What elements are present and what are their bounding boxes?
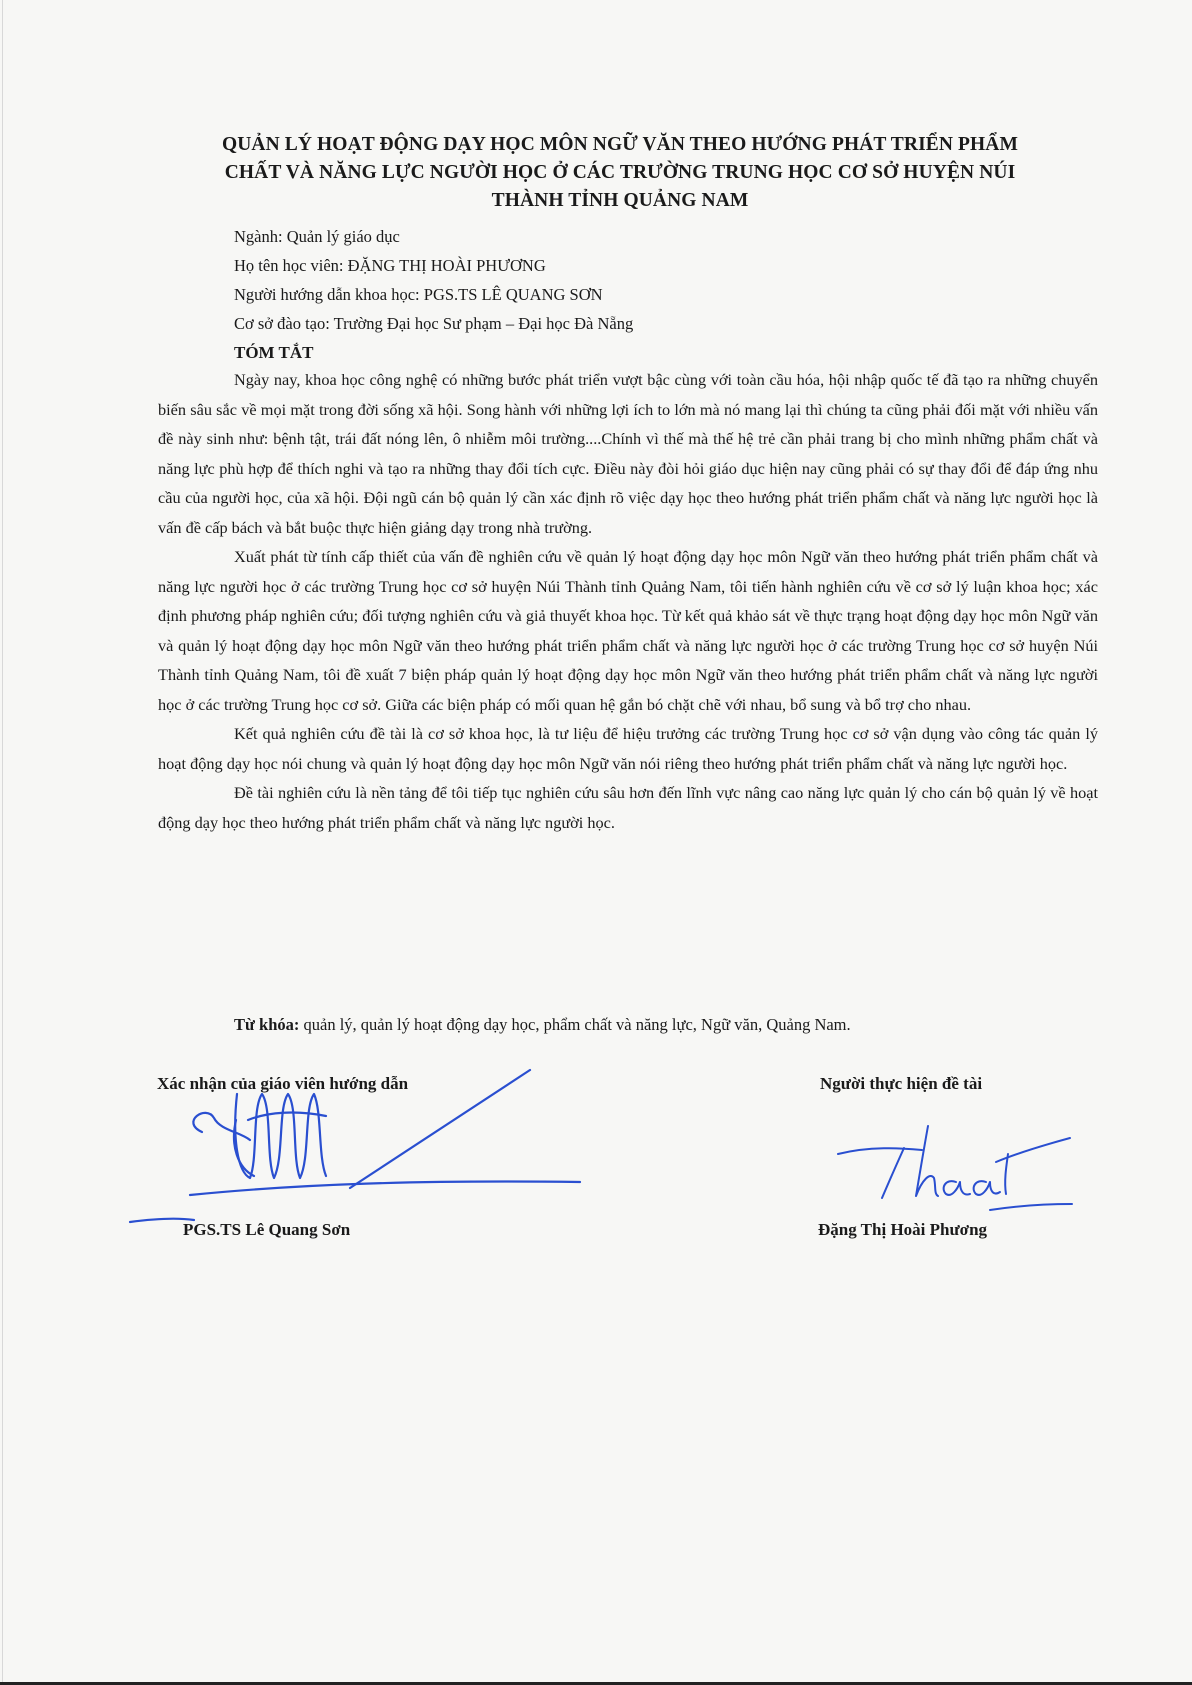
document-meta xyxy=(234,222,633,367)
advisor-name: PGS.TS Lê Quang Sơn xyxy=(183,1220,351,1239)
advisor-confirmation-label: Xác nhận của giáo viên hướng dẫn xyxy=(157,1074,409,1093)
advisor-signature xyxy=(120,1060,600,1240)
author-signature xyxy=(830,1118,1080,1218)
author-name: Đặng Thị Hoài Phương xyxy=(818,1220,988,1239)
keywords-line xyxy=(234,1015,851,1035)
abstract-paragraph-3: Kết quả nghiên cứu đề tài là cơ sở khoa học, là tư liệu để hiệu trưởng các trường Trung học cơ sở vận dụng vào công tác quản lý hoạt động dạy học nói chung và quản lý hoạt động dạy học môn Ngữ văn nói riêng theo hướng phát triển phẩm chất và năng lực người học. xyxy=(158,724,1098,773)
abstract-paragraph-1: Ngày nay, khoa học công nghệ có những bước phát triển vượt bậc cùng với toàn cầu hóa, hội nhập quốc tế đã tạo ra những chuyển biến sâu sắc về mọi mặt trong đời sống xã hội. Song hành với những lợi ích to lớn mà nó mang lại thì chúng ta cũng phải đối mặt với nhiều vấn đề này sinh như: bệnh tật, trái đất nóng lên, ô nhiễm môi trường....Chính vì thế mà thế hệ trẻ cần phải trang bị cho mình những phẩm chất và năng lực phù hợp để thích nghi và tạo ra những thay đổi tích cực. Điều này đòi hỏi giáo dục hiện nay cũng phải có sự thay đổi để đáp ứng nhu cầu của người học, của xã hội. Đội ngũ cán bộ quản lý cần xác định rõ việc dạy học theo hướng phát triển phẩm chất và năng lực người học là vấn đề cấp bách và bắt buộc thực hiện giảng dạy trong nhà trường. xyxy=(158,370,1098,537)
student-line: Họ tên học viên: ĐẶNG THỊ HOÀI PHƯƠNG xyxy=(234,256,546,275)
keywords-text: quản lý, quản lý hoạt động dạy học, phẩm chất và năng lực, Ngữ văn, Quảng Nam. xyxy=(299,1015,851,1034)
page-edge xyxy=(2,0,3,1685)
document-title xyxy=(150,131,1090,215)
advisor-line: Người hướng dẫn khoa học: PGS.TS LÊ QUANG SƠN xyxy=(234,285,603,304)
keywords-label: Từ khóa: xyxy=(234,1015,300,1034)
abstract-paragraph-2: Xuất phát từ tính cấp thiết của vấn đề nghiên cứu về quản lý hoạt động dạy học môn Ngữ văn theo hướng phát triển phẩm chất và năng lực người học ở các trường Trung học cơ sở huyện Núi Thành tỉnh Quảng Nam, tôi tiến hành nghiên cứu về cơ sở lý luận khoa học; xác định phương pháp nghiên cứu; đối tượng nghiên cứu và giả thuyết khoa học. Từ kết quả khảo sát về thực trạng hoạt động dạy học môn Ngữ văn và quản lý hoạt động dạy học môn Ngữ văn theo hướng phát triển phẩm chất và năng lực người học ở các trường Trung học cơ sở huyện Núi Thành tỉnh Quảng Nam, tôi đề xuất 7 biện pháp quản lý hoạt động dạy học môn Ngữ văn theo hướng phát triển phẩm chất và năng lực người học ở các trường Trung học cơ sở. Giữa các biện pháp có mối quan hệ gắn bó chặt chẽ với nhau, bổ sung và bổ trợ cho nhau. xyxy=(158,547,1098,714)
institution-line: Cơ sở đào tạo: Trường Đại học Sư phạm – Đại học Đà Nẵng xyxy=(234,314,634,333)
major-line: Ngành: Quản lý giáo dục xyxy=(234,227,400,246)
abstract-body xyxy=(158,365,1098,837)
title-line-1: QUẢN LÝ HOẠT ĐỘNG DẠY HỌC MÔN NGỮ VĂN THEO HƯỚNG PHÁT TRIỂN PHẨM xyxy=(221,134,1018,155)
title-line-3: THÀNH TỈNH QUẢNG NAM xyxy=(491,190,749,211)
abstract-paragraph-4: Đề tài nghiên cứu là nền tảng để tôi tiếp tục nghiên cứu sâu hơn đến lĩnh vực nâng cao năng lực quản lý cho cán bộ quản lý về hoạt động dạy học theo hướng phát triển phẩm chất và năng lực người học. xyxy=(158,783,1098,832)
author-label: Người thực hiện đề tài xyxy=(820,1074,983,1093)
title-line-2: CHẤT VÀ NĂNG LỰC NGƯỜI HỌC Ở CÁC TRƯỜNG TRUNG HỌC CƠ SỞ HUYỆN NÚI xyxy=(224,162,1016,183)
summary-heading: TÓM TẮT xyxy=(234,343,314,362)
